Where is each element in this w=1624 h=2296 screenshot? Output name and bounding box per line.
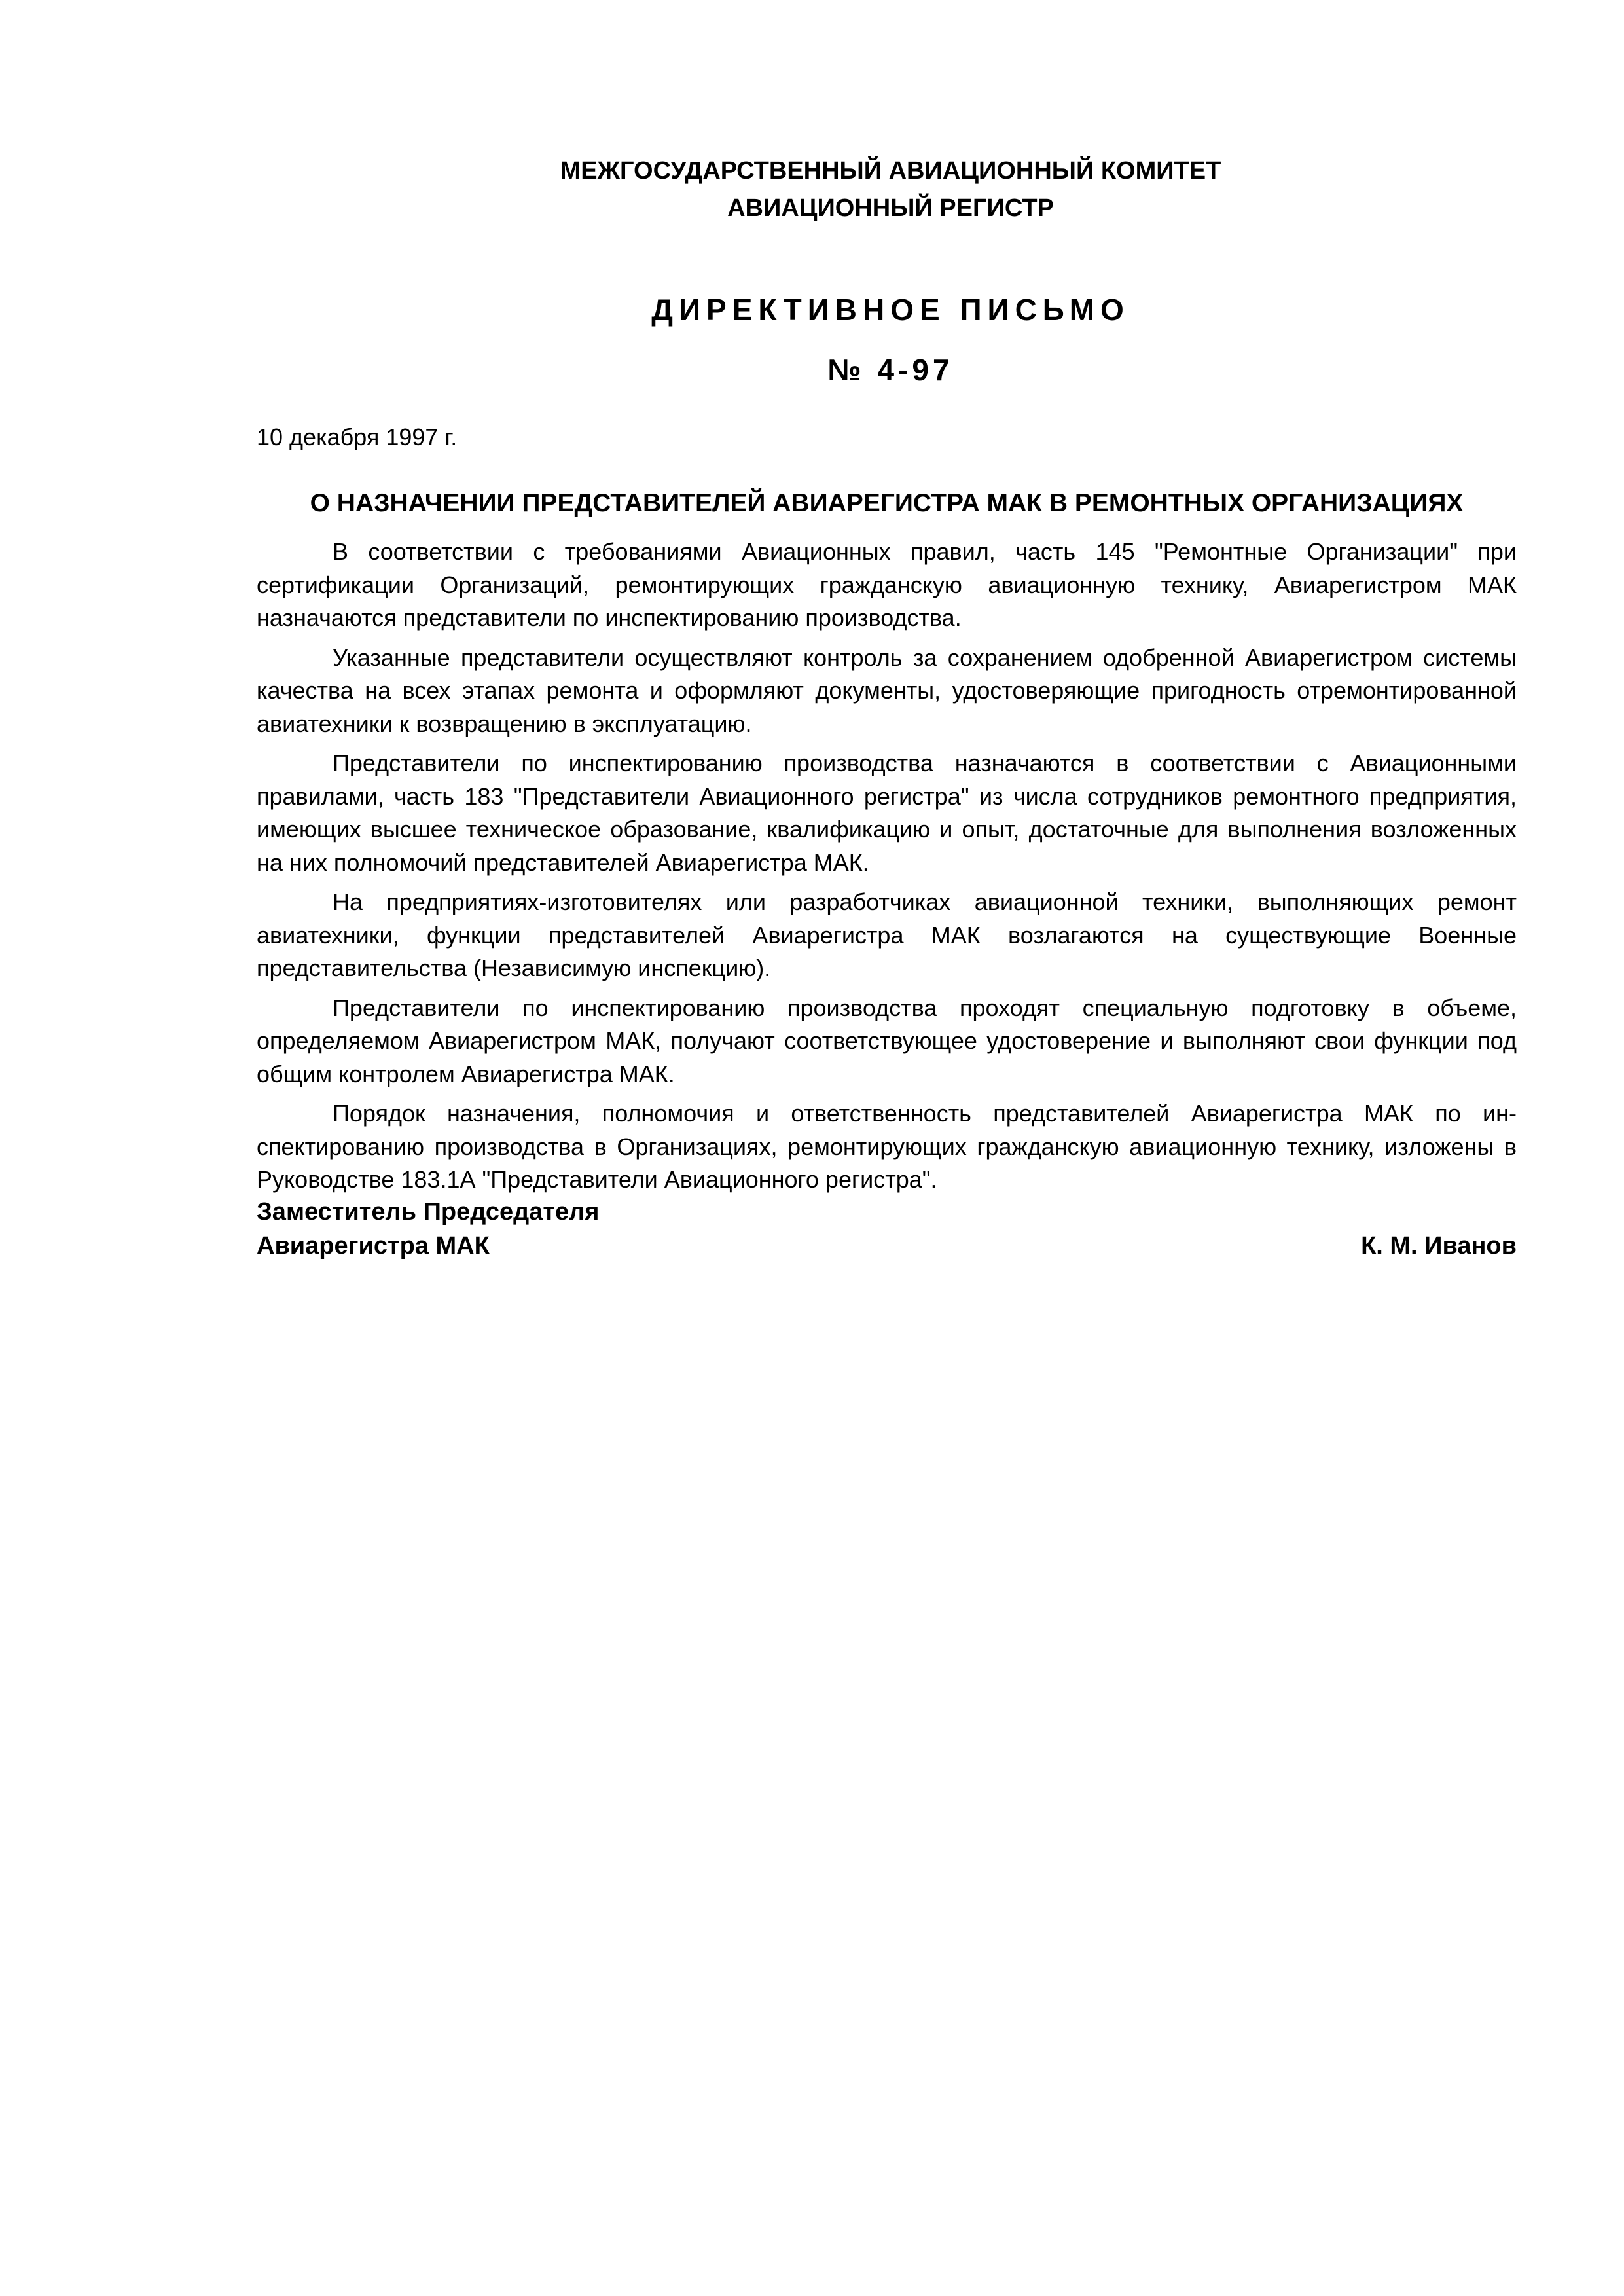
document-body <box>257 536 1517 1203</box>
signatory-position-line1: Заместитель Председателя <box>257 1198 600 1226</box>
document-date: 10 декабря 1997 г. <box>257 424 458 450</box>
organization-division: АВИАЦИОННЫЙ РЕГИСТР <box>727 194 1054 222</box>
document-number: № 4-97 <box>827 353 954 387</box>
signatory-position-line2: Авиарегистра МАК <box>257 1232 490 1260</box>
signatory-name: К. М. Иванов <box>1361 1232 1517 1260</box>
document-type: ДИРЕКТИВНОЕ ПИСЬМО <box>651 293 1130 327</box>
organization-name: МЕЖГОСУДАРСТВЕННЫЙ АВИАЦИОННЫЙ КОМИТЕТ <box>560 157 1221 185</box>
paragraph: На предприятиях-изготовителях или разработчиках авиационной техники, выполняющих ремонт авиатехники, функции представителей Авиарегистра МАК возлагаются на существующие Военные представительства (Независимую инспекцию). <box>257 888 1517 981</box>
paragraph: Указанные представители осуществляют контроль за сохранением одобренной Авиарегистром системы качества на всех этапах ремонта и оформляют документы, удостоверяющие пригодность отремонтированной авиатехники к возвращению в эксплуатацию. <box>257 644 1517 737</box>
paragraph: Порядок назначения, полномочия и ответственность представителей Авиарегистра МАК по инспектированию производства в Организациях, ремонтирующих гражданскую авиационную технику, изложены в Руководстве 183.1А "Представители Авиационного регистра". <box>257 1100 1517 1193</box>
paragraph: Представители по инспектированию производства проходят специальную подготовку в объеме, определяемом Авиарегистром МАК, получают соответствующее удостоверение и выполняют свои функции под общим контролем Авиарегистра МАК. <box>257 994 1517 1087</box>
paragraph: В соответствии с требованиями Авиационных правил, часть 145 "Ремонтные Организации" при сертификации Организаций, ремонтирующих гражданскую авиационную технику, Авиарегистром МАК назначаются представители по инспектированию производства. <box>257 538 1517 631</box>
document-title: О НАЗНАЧЕНИИ ПРЕДСТАВИТЕЛЕЙ АВИАРЕГИСТРА МАК В РЕМОНТНЫХ ОРГАНИЗАЦИЯХ <box>310 489 1464 517</box>
signatory-position <box>257 1195 599 1263</box>
paragraph: Представители по инспектированию производства назначаются в соответствии с Авиационными правилами, часть 183 "Представители Авиационного регистра" из числа сотрудников ремонтного предприятия, имеющих высшее техническое образование, квалификацию и опыт, достаточные для выполнения возложенных на них полномочий представителей Авиарегистра МАК. <box>257 750 1517 876</box>
